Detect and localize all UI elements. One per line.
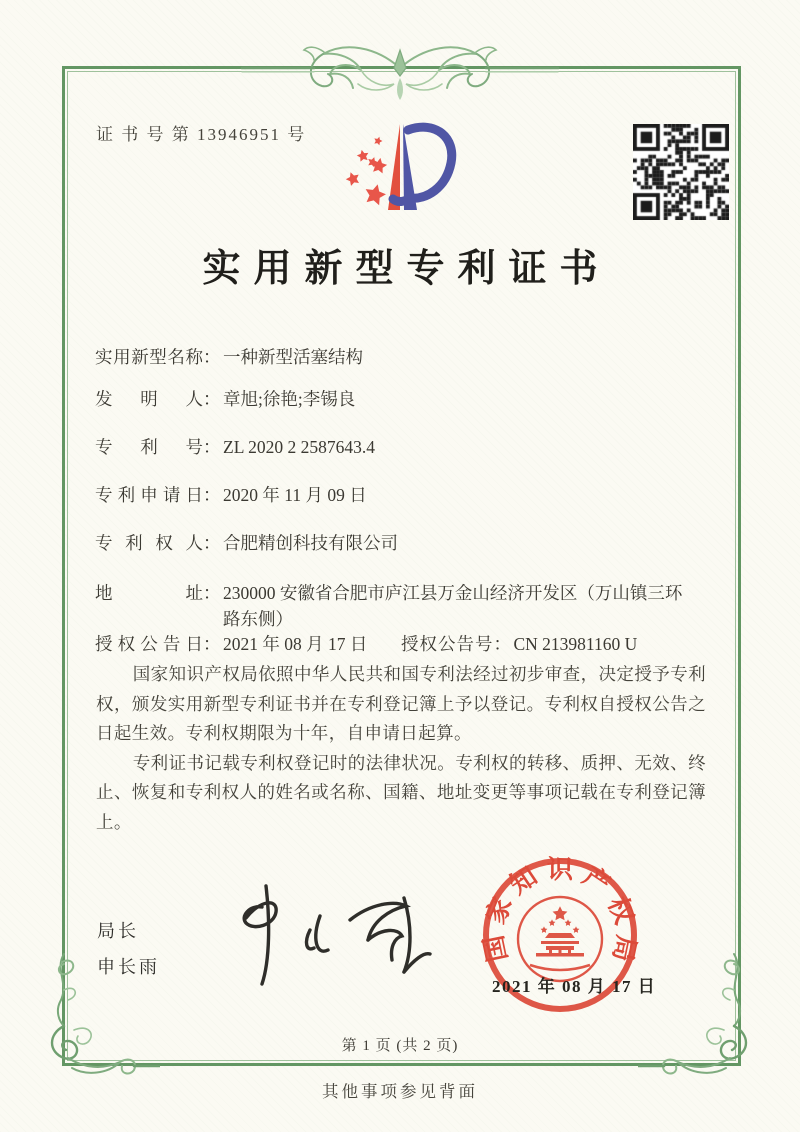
field-value: CN 213981160 U bbox=[513, 634, 638, 654]
field-value: 2020 年 11 月 09 日 bbox=[223, 485, 367, 505]
field-list bbox=[95, 340, 713, 681]
field-value: 章旭;徐艳;李锡良 bbox=[223, 389, 356, 409]
field-label: 发明人 bbox=[95, 389, 203, 409]
seal-date: 2021 年 08 月 17 日 bbox=[492, 977, 657, 996]
field-value: 合肥精创科技有限公司 bbox=[223, 533, 398, 553]
signature-ink-icon bbox=[218, 878, 438, 988]
field-value: ZL 2020 2 2587643.4 bbox=[223, 437, 375, 457]
cnipa-logo-icon bbox=[330, 110, 490, 222]
field-value: 一种新型活塞结构 bbox=[223, 347, 363, 367]
qr-code-icon bbox=[633, 124, 729, 220]
certificate-number: 证 书 号 第 13946951 号 bbox=[96, 125, 307, 144]
field-label: 专利号 bbox=[95, 437, 203, 457]
field-row-inventors: 发明人 ： 章旭;徐艳;李锡良 bbox=[95, 388, 713, 436]
official-seal-icon bbox=[470, 845, 650, 1025]
field-label: 专利申请日 bbox=[95, 485, 203, 505]
field-row-grant: 授权公告日 ： 2021 年 08 月 17 日 授权公告号 ： CN 213981160 U bbox=[95, 634, 638, 654]
field-row-name: 实用新型名称 ： 一种新型活塞结构 bbox=[95, 340, 713, 388]
officer-name: 申长雨 bbox=[97, 957, 160, 977]
field-row-address: 地址 ： 230000 安徽省合肥市庐江县万金山经济开发区（万山镇三环路东侧） bbox=[95, 580, 713, 632]
field-row-patentee: 专利权人 ： 合肥精创科技有限公司 bbox=[95, 532, 713, 580]
field-value: 230000 安徽省合肥市庐江县万金山经济开发区（万山镇三环路东侧） bbox=[223, 583, 683, 629]
legal-paragraph-2: 专利证书记载专利权登记时的法律状况。专利权的转移、质押、无效、终止、恢复和专利权人的姓名或名称、国籍、地址变更等事项记载在专利登记簿上。 bbox=[96, 752, 706, 832]
back-note: 其他事项参见背面 bbox=[322, 1082, 478, 1101]
field-label: 地址 bbox=[95, 583, 203, 603]
seal-ring-text: 国家知识产权局 bbox=[479, 855, 641, 965]
officer-title: 局长 bbox=[97, 921, 139, 941]
field-value: 2021 年 08 月 17 日 bbox=[223, 634, 368, 654]
field-label: 授权公告号 bbox=[401, 634, 494, 654]
field-label: 授权公告日 bbox=[95, 634, 203, 654]
page-indicator: 第 1 页 (共 2 页) bbox=[341, 1038, 459, 1054]
officer-block bbox=[97, 913, 160, 985]
legal-paragraph-1: 国家知识产权局依照中华人民共和国专利法经过初步审查，决定授予专利权，颁发实用新型专利证书并在专利登记簿上予以登记。专利权自授权公告之日起生效。专利权期限为十年，自申请日起算。 bbox=[96, 664, 706, 743]
field-label: 专利权人 bbox=[95, 533, 203, 553]
certificate-title: 实用新型专利证书 bbox=[202, 248, 611, 290]
field-label: 实用新型名称 bbox=[95, 347, 203, 367]
field-row-patent-no: 专利号 ： ZL 2020 2 2587643.4 bbox=[95, 436, 713, 484]
field-row-filing-date: 专利申请日 ： 2020 年 11 月 09 日 bbox=[95, 484, 713, 532]
legal-text bbox=[96, 660, 706, 837]
